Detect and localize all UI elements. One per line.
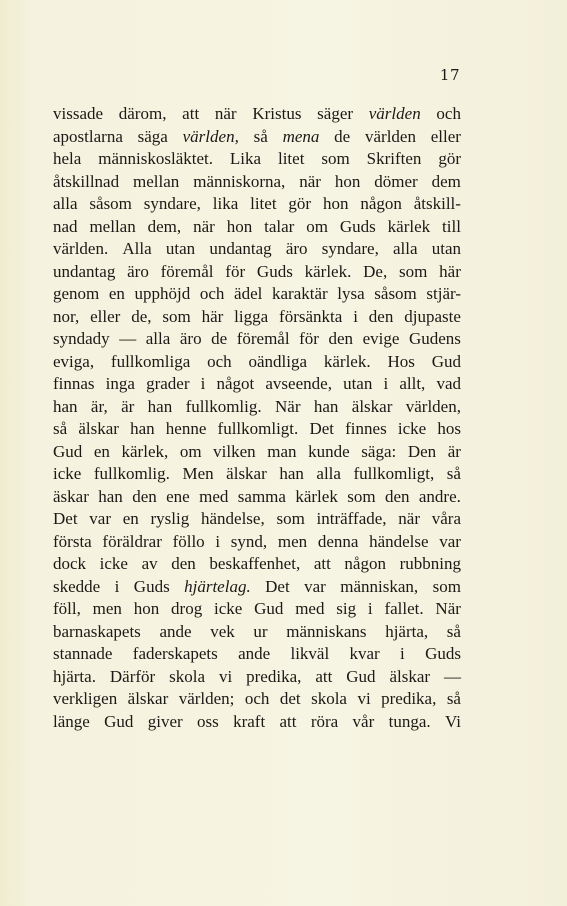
word: icke bbox=[99, 554, 128, 573]
word: Gudens bbox=[408, 329, 461, 348]
word: första bbox=[53, 531, 92, 551]
word: fullkomliga bbox=[110, 351, 191, 371]
word: dock bbox=[53, 554, 87, 573]
word: finnes bbox=[345, 419, 387, 438]
word: synd, bbox=[230, 531, 268, 551]
word: syndare, bbox=[321, 239, 379, 258]
word: ande bbox=[238, 644, 271, 663]
word: i bbox=[367, 599, 373, 618]
word: föräldrar bbox=[102, 531, 162, 551]
word: giver bbox=[147, 711, 183, 731]
word: säga bbox=[137, 126, 168, 146]
word: alla bbox=[316, 464, 341, 483]
word: denna bbox=[317, 531, 359, 551]
text-line bbox=[53, 261, 461, 284]
word: stjär- bbox=[426, 284, 461, 303]
word: här bbox=[201, 306, 224, 326]
word: en bbox=[93, 441, 110, 461]
text-line bbox=[53, 126, 461, 149]
word: men bbox=[277, 531, 308, 551]
word: utan bbox=[431, 239, 461, 258]
word: när bbox=[398, 509, 420, 528]
body-text bbox=[53, 103, 461, 733]
word: fallet. bbox=[384, 599, 424, 618]
word: — bbox=[444, 666, 461, 686]
word: i bbox=[114, 576, 120, 596]
word: dem, bbox=[147, 216, 182, 236]
word: skola bbox=[169, 666, 206, 686]
word: ene bbox=[166, 486, 190, 506]
word: syndady bbox=[53, 329, 110, 348]
word: äro bbox=[179, 329, 202, 348]
word: människorna, bbox=[193, 171, 286, 191]
word: att bbox=[313, 554, 331, 573]
word: lika bbox=[212, 194, 239, 213]
word: försänkta bbox=[279, 306, 343, 326]
text-line bbox=[53, 193, 461, 216]
word: säga: bbox=[361, 441, 397, 461]
word: som bbox=[399, 261, 428, 281]
text-line bbox=[53, 643, 461, 666]
word: mellan bbox=[89, 216, 136, 236]
word: älskar bbox=[78, 419, 119, 438]
word: med bbox=[295, 599, 325, 618]
word: ligga bbox=[234, 306, 269, 326]
word: verkligen bbox=[53, 689, 118, 708]
text-line bbox=[53, 103, 461, 126]
word: Gud bbox=[254, 599, 284, 618]
word: hon bbox=[133, 599, 160, 618]
word: älskar bbox=[389, 666, 431, 686]
word: syndare, bbox=[143, 194, 201, 213]
text-line bbox=[53, 351, 461, 374]
text-line bbox=[53, 553, 461, 576]
word: kvar bbox=[349, 644, 380, 663]
word: andre. bbox=[418, 486, 461, 506]
word: det bbox=[279, 689, 301, 708]
word: hjärtelag. bbox=[184, 576, 251, 596]
word: stannade bbox=[53, 644, 113, 663]
word: Guds bbox=[133, 576, 170, 596]
word: hos bbox=[437, 419, 461, 438]
word: att bbox=[182, 104, 200, 123]
word: i bbox=[215, 531, 221, 551]
word: av bbox=[141, 554, 158, 573]
word: icke bbox=[214, 599, 243, 618]
word: världen, bbox=[182, 126, 239, 146]
word: att bbox=[279, 711, 297, 731]
word: är bbox=[447, 441, 461, 461]
word: den bbox=[132, 486, 157, 506]
word: när bbox=[299, 171, 321, 191]
word: lysa bbox=[337, 284, 365, 303]
word: Skriften bbox=[366, 149, 422, 168]
word: och bbox=[244, 689, 270, 708]
word: som bbox=[432, 576, 461, 596]
word: utan bbox=[165, 239, 196, 258]
word: och bbox=[207, 351, 232, 371]
text-line bbox=[53, 508, 461, 531]
word: äro bbox=[127, 261, 149, 281]
word: att bbox=[315, 666, 333, 686]
word: var bbox=[439, 531, 461, 551]
word: och bbox=[199, 284, 225, 303]
word: ur bbox=[253, 621, 268, 641]
word: rubbning bbox=[399, 554, 461, 573]
word: var bbox=[304, 576, 326, 596]
word: älskar bbox=[226, 464, 267, 483]
word: vilken bbox=[213, 441, 256, 461]
word: i bbox=[353, 306, 358, 326]
word: hjärta, bbox=[385, 621, 429, 641]
word: beskaffenhet, bbox=[209, 554, 301, 573]
word: Hos bbox=[387, 351, 415, 371]
word: avseende, bbox=[265, 374, 332, 393]
word: Kristus bbox=[252, 104, 302, 123]
word: upphöjd bbox=[134, 284, 191, 303]
word: någon bbox=[360, 194, 402, 213]
word: hela bbox=[53, 149, 82, 168]
word: han bbox=[53, 396, 78, 416]
word: när bbox=[214, 104, 237, 123]
word: apostlarna bbox=[53, 126, 123, 146]
word: Guds bbox=[339, 216, 376, 236]
word: litet bbox=[277, 149, 305, 168]
word: samma bbox=[237, 486, 286, 506]
word: de bbox=[334, 126, 351, 146]
word: alla bbox=[393, 239, 418, 258]
word: världen; bbox=[178, 689, 235, 708]
word: vad bbox=[436, 374, 461, 393]
word: likväl bbox=[290, 644, 330, 663]
word: fullkomlig. bbox=[93, 464, 170, 483]
word: Gud bbox=[346, 666, 376, 686]
word: undantag bbox=[209, 239, 272, 258]
word: till bbox=[442, 216, 461, 236]
word: är bbox=[121, 396, 135, 416]
word: ande bbox=[159, 621, 192, 641]
word: dömer bbox=[374, 171, 418, 191]
word: — bbox=[119, 329, 137, 348]
word: föremål bbox=[160, 261, 214, 281]
word: Guds bbox=[425, 644, 461, 663]
word: hon bbox=[322, 194, 349, 213]
text-line bbox=[53, 666, 461, 689]
text-line bbox=[53, 328, 461, 351]
word: åtskillnad bbox=[53, 171, 120, 191]
word: kraft bbox=[233, 711, 266, 731]
word: länge bbox=[53, 711, 90, 731]
word: Guds bbox=[256, 261, 293, 281]
word: han bbox=[279, 464, 304, 483]
text-line bbox=[53, 486, 461, 509]
text-line bbox=[53, 531, 461, 554]
text-line bbox=[53, 396, 461, 419]
word: alla bbox=[145, 329, 171, 348]
text-line bbox=[53, 148, 461, 171]
word: predika, bbox=[246, 666, 302, 686]
word: kärlek, bbox=[121, 441, 169, 461]
word: världen. bbox=[53, 239, 109, 258]
word: en bbox=[122, 509, 139, 528]
text-line bbox=[53, 441, 461, 464]
text-line bbox=[53, 576, 461, 599]
word: Gud bbox=[104, 711, 134, 731]
word: älskar bbox=[351, 396, 393, 416]
word: fullkomligt, bbox=[353, 464, 435, 483]
word: i bbox=[383, 374, 389, 393]
word: människan, bbox=[340, 576, 419, 596]
word: dem bbox=[431, 171, 461, 191]
word: vissade bbox=[53, 104, 104, 123]
word: fullkomligt. bbox=[217, 419, 299, 438]
text-line bbox=[53, 283, 461, 306]
text-line bbox=[53, 171, 461, 194]
word: gör bbox=[438, 149, 461, 168]
word: hon bbox=[334, 171, 361, 191]
word: kärlek bbox=[295, 486, 338, 506]
word: världen bbox=[368, 104, 421, 123]
word: var bbox=[89, 509, 111, 528]
word: så bbox=[53, 419, 68, 438]
word: eller bbox=[430, 126, 461, 146]
word: händelse, bbox=[200, 509, 265, 528]
text-line bbox=[53, 306, 461, 329]
word: barnaskapets bbox=[53, 621, 141, 641]
word: oss bbox=[197, 711, 219, 731]
word: den bbox=[328, 329, 354, 348]
word: de bbox=[211, 329, 228, 348]
word: ryslig bbox=[150, 509, 190, 528]
page-number: 17 bbox=[439, 66, 460, 84]
word: som bbox=[347, 486, 376, 506]
word: en bbox=[108, 284, 125, 303]
word: ädel bbox=[234, 284, 263, 303]
word: så bbox=[446, 464, 461, 483]
word: allt, bbox=[399, 374, 426, 393]
word: som bbox=[162, 306, 191, 326]
word: alla bbox=[53, 194, 78, 213]
word: såsom bbox=[374, 284, 417, 303]
word: Alla bbox=[122, 239, 152, 258]
word: faderskapets bbox=[132, 644, 218, 663]
word: Det bbox=[309, 419, 334, 438]
word: vek bbox=[210, 621, 235, 641]
word: älskar bbox=[127, 689, 169, 708]
word: föll, bbox=[53, 599, 81, 618]
word: När bbox=[275, 396, 301, 416]
word: icke bbox=[397, 419, 427, 438]
word: karaktär bbox=[271, 284, 328, 303]
word: inga bbox=[105, 374, 135, 393]
text-line bbox=[53, 711, 461, 734]
word: säger bbox=[317, 104, 354, 123]
word: litet bbox=[250, 194, 277, 213]
word: något bbox=[216, 374, 255, 393]
word: nad bbox=[53, 216, 78, 236]
word: tunga. bbox=[388, 711, 431, 731]
word: händelse bbox=[369, 531, 429, 551]
word: mellan bbox=[133, 171, 180, 191]
word: skedde bbox=[53, 576, 101, 596]
word: predika, bbox=[381, 689, 437, 708]
text-line bbox=[53, 621, 461, 644]
word: inträffade, bbox=[316, 509, 387, 528]
word: De, bbox=[363, 261, 388, 281]
word: icke bbox=[53, 464, 82, 483]
word: skola bbox=[311, 689, 347, 708]
word: Gud bbox=[431, 351, 461, 371]
word: han bbox=[147, 396, 173, 416]
word: Lika bbox=[229, 149, 262, 168]
word: världen, bbox=[405, 396, 461, 416]
word: för bbox=[225, 261, 246, 281]
word: När bbox=[435, 599, 461, 618]
word: så bbox=[446, 621, 461, 641]
word: kärlek bbox=[387, 216, 431, 236]
word: åtskill- bbox=[413, 194, 461, 213]
text-line bbox=[53, 598, 461, 621]
word: så bbox=[446, 689, 461, 708]
word: nor, bbox=[53, 306, 80, 326]
word: den bbox=[368, 306, 394, 326]
word: för bbox=[299, 329, 319, 348]
word: äro bbox=[285, 239, 308, 258]
word: eller bbox=[90, 306, 121, 326]
text-line bbox=[53, 418, 461, 441]
word: hjärta. bbox=[53, 666, 96, 686]
word: och bbox=[436, 104, 461, 123]
text-line bbox=[53, 216, 461, 239]
word: Det bbox=[265, 576, 290, 596]
word: därom, bbox=[118, 104, 167, 123]
word: genom bbox=[53, 284, 100, 303]
word: djupaste bbox=[404, 306, 461, 326]
word: världen bbox=[365, 126, 416, 146]
word: föllo bbox=[172, 531, 205, 551]
word: människosläktet. bbox=[98, 149, 213, 168]
word: äskar bbox=[53, 486, 89, 506]
word: så bbox=[253, 126, 268, 146]
word: Gud bbox=[53, 441, 83, 461]
word: oändliga bbox=[248, 351, 308, 371]
word: föremål bbox=[236, 329, 290, 348]
word: kärlek. bbox=[304, 261, 352, 281]
word: den bbox=[384, 486, 410, 506]
word: talar bbox=[264, 216, 295, 236]
word: vi bbox=[218, 666, 233, 686]
word: såsom bbox=[89, 194, 132, 213]
word: våra bbox=[431, 509, 461, 528]
word: han bbox=[313, 396, 339, 416]
word: med bbox=[199, 486, 229, 506]
word: men bbox=[92, 599, 122, 618]
word: någon bbox=[344, 554, 386, 573]
word: kunde bbox=[308, 441, 350, 461]
word: Det bbox=[53, 509, 78, 528]
word: kärlek. bbox=[323, 351, 371, 371]
word: de, bbox=[131, 306, 152, 326]
word: gör bbox=[288, 194, 312, 213]
word: fullkomlig. bbox=[185, 396, 262, 416]
word: sig bbox=[336, 599, 357, 618]
word: grader bbox=[146, 374, 190, 393]
word: när bbox=[193, 216, 215, 236]
word: som bbox=[276, 509, 305, 528]
word: finnas bbox=[53, 374, 95, 393]
word: hon bbox=[226, 216, 253, 236]
text-line bbox=[53, 688, 461, 711]
text-line bbox=[53, 463, 461, 486]
word: är, bbox=[90, 396, 108, 416]
word: Men bbox=[182, 464, 214, 483]
word: om bbox=[306, 216, 328, 236]
text-line bbox=[53, 238, 461, 261]
word: vår bbox=[352, 711, 375, 731]
word: som bbox=[321, 149, 350, 168]
word: evige bbox=[362, 329, 400, 348]
word: här bbox=[439, 261, 461, 281]
word: han bbox=[98, 486, 123, 506]
word: människans bbox=[286, 621, 367, 641]
word: henne bbox=[165, 419, 207, 438]
word: Därför bbox=[109, 666, 156, 686]
text-line bbox=[53, 373, 461, 396]
word: undantag bbox=[53, 261, 116, 281]
word: om bbox=[179, 441, 202, 461]
word: vi bbox=[357, 689, 371, 708]
word: den bbox=[171, 554, 196, 573]
word: röra bbox=[310, 711, 339, 731]
word: i bbox=[200, 374, 206, 393]
word: Den bbox=[407, 441, 437, 461]
word: i bbox=[400, 644, 405, 663]
word: man bbox=[267, 441, 297, 461]
word: drog bbox=[171, 599, 203, 618]
word: utan bbox=[343, 374, 373, 393]
word: mena bbox=[282, 126, 320, 146]
word: han bbox=[130, 419, 155, 438]
word: Vi bbox=[444, 711, 461, 731]
word: eviga, bbox=[53, 351, 95, 371]
